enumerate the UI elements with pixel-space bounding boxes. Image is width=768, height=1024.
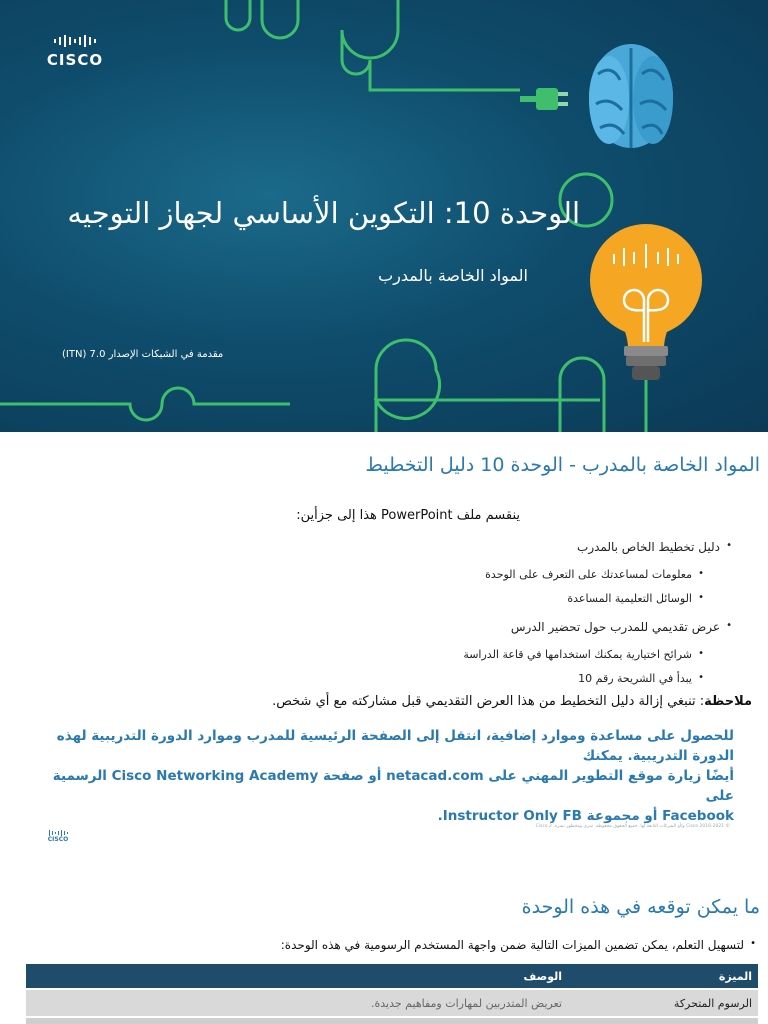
column-header-feature: الميزة	[568, 964, 758, 988]
planning-guide-slide	[0, 432, 768, 856]
course-name: مقدمة في الشبكات الإصدار 7.0 (ITN)	[62, 349, 224, 360]
table-header-row	[26, 964, 758, 988]
list-item: شرائح اختيارية يمكنك استخدامها في قاعة الدراسة •	[463, 648, 692, 661]
list-item: يبدأ في الشريحة رقم 10 •	[578, 672, 692, 685]
features-table	[26, 962, 758, 1024]
plug-icon	[520, 88, 568, 110]
column-header-description: الوصف	[26, 964, 568, 988]
what-to-expect-slide	[0, 856, 768, 1024]
slide-subtitle: المواد الخاصة بالمدرب	[378, 266, 528, 285]
slide-footer: © 2016-2021 Cisco و/أو الشركات التابعة لها. جميع الحقوق محفوظة. سري ومحظور نشره. Cisco 2	[535, 824, 730, 829]
table-row	[26, 1018, 758, 1024]
cisco-wordmark: CISCO	[46, 51, 104, 69]
table-cell-description	[26, 1018, 568, 1024]
table-row	[26, 990, 758, 1016]
note	[272, 694, 752, 709]
cisco-logo-small	[44, 830, 72, 843]
cisco-bars-icon	[40, 34, 110, 48]
lightbulb-icon	[590, 224, 702, 380]
title-slide	[0, 0, 768, 432]
help-line: للحصول على مساعدة وموارد إضافية، انتقل إلى الصفحة الرئيسية للمدرب وموارد الدورة التدريبية لهذه الدورة التدريبية. يمكنك	[56, 728, 734, 764]
table-cell-description: تعريض المتدربين لمهارات ومفاهيم جديدة.	[26, 990, 568, 1016]
list-item: الوسائل التعليمية المساعدة •	[567, 592, 692, 605]
help-line: Facebook أو مجموعة Instructor Only FB.	[437, 808, 734, 824]
note-label: ملاحظة	[704, 694, 752, 709]
intro-text: ينقسم ملف PowerPoint هذا إلى جزأين:	[296, 508, 520, 523]
list-item-part1: دليل تخطيط الخاص بالمدرب •	[577, 540, 720, 554]
slide-title: الوحدة 10: التكوين الأساسي لجهاز التوجيه	[67, 196, 580, 230]
slide-title: ما يمكن توقعه في هذه الوحدة	[521, 896, 760, 918]
note-text: : تنبغي إزالة دليل التخطيط من هذا العرض التقديمي قبل مشاركته مع أي شخص.	[272, 694, 705, 709]
brain-icon	[589, 44, 673, 148]
help-line: أيضًا زيارة موقع التطوير المهني على netacad.com أو صفحة Cisco Networking Academy الرسمية على	[52, 768, 734, 804]
slide-title: المواد الخاصة بالمدرب - الوحدة 10 دليل التخطيط	[365, 454, 760, 476]
list-item: معلومات لمساعدتك على التعرف على الوحدة •	[485, 568, 692, 581]
table-cell-feature	[568, 1018, 758, 1024]
cisco-wordmark: CISCO	[47, 836, 69, 843]
cisco-logo	[40, 34, 110, 70]
table-cell-feature: الرسوم المتحركة	[568, 990, 758, 1016]
intro-text: لتسهيل التعلم، يمكن تضمين الميزات التالية ضمن واجهة المستخدم الرسومية في هذه الوحدة: •	[281, 938, 744, 952]
help-paragraph	[28, 726, 734, 826]
list-item-part2: عرض تقديمي للمدرب حول تحضير الدرس •	[511, 620, 720, 634]
